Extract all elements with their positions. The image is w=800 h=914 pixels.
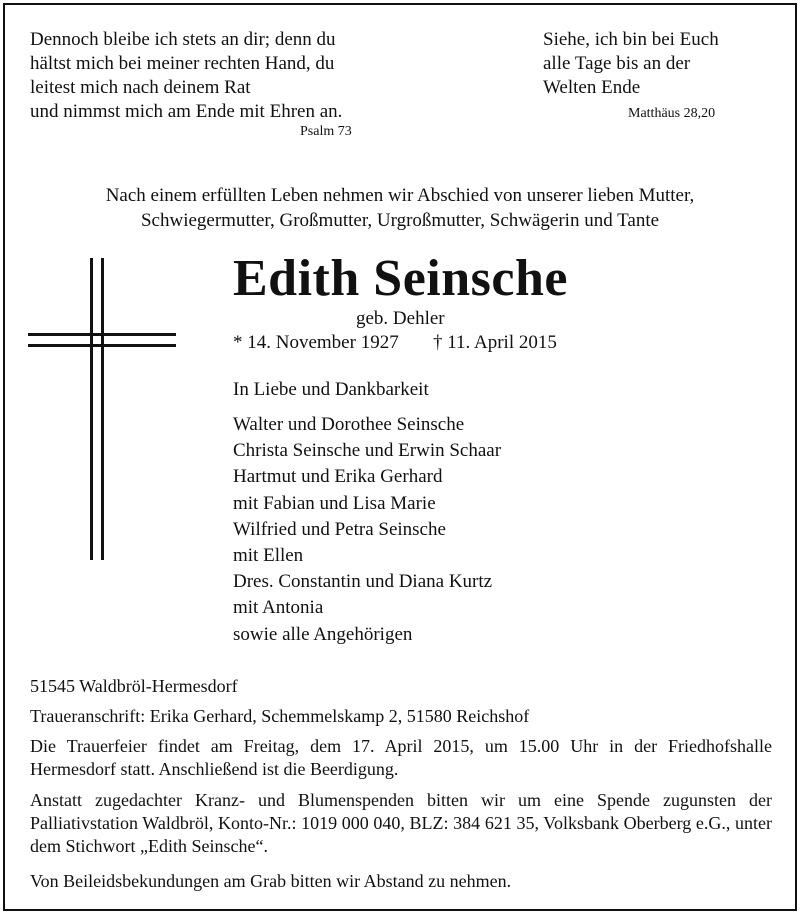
- mourner-line: mit Antonia: [233, 597, 324, 619]
- cross-icon: [28, 258, 176, 560]
- verse-right: [543, 28, 719, 100]
- death-date: † 11. April 2015: [433, 332, 557, 353]
- footer-address: Traueranschrift: Erika Gerhard, Schemmelskamp 2, 51580 Reichshof: [30, 706, 530, 726]
- mourner-line: sowie alle Angehörigen: [233, 623, 413, 645]
- mourner-line: Walter und Dorothee Seinsche: [233, 414, 465, 435]
- footer-ceremony: Die Trauerfeier findet am Freitag, dem 17. April 2015, um 15.00 Uhr in der Friedhofshalle Hermesdorf statt. Anschließend ist die Beerdigung.: [30, 736, 772, 779]
- birth-date: * 14. November 1927: [233, 332, 399, 353]
- verse-left-reference: Psalm 73: [300, 124, 352, 139]
- intro-line: Nach einem erfüllten Leben nehmen wir Abschied von unserer lieben Mutter,: [105, 185, 695, 206]
- mourners-heading: In Liebe und Dankbarkeit: [233, 379, 429, 400]
- verse-left-line: und nimmst mich am Ende mit Ehren an.: [30, 101, 343, 122]
- footer-donation: Anstatt zugedachter Kranz- und Blumenspenden bitten wir um eine Spende zugunsten der Palliativstation Waldbröl, Konto-Nr.: 1019 000 040, BLZ: 384 621 35, Volksbank Oberberg e.G., unter dem Stichwort „Edith Seinsche“.: [30, 790, 772, 856]
- mourner-line: Christa Seinsche und Erwin Schaar: [233, 440, 502, 462]
- mourners-list: [233, 412, 501, 648]
- verse-right-line: alle Tage bis an der: [543, 53, 691, 74]
- verse-left-line: leitest mich nach deinem Rat: [30, 77, 251, 98]
- maiden-name: geb. Dehler: [356, 308, 445, 329]
- intro-line: Schwiegermutter, Großmutter, Urgroßmutter, Schwägerin und Tante: [140, 210, 660, 231]
- deceased-name: Edith Seinsche: [233, 250, 568, 307]
- mourner-line: Wilfried und Petra Seinsche: [233, 518, 446, 540]
- mourner-line: mit Ellen: [233, 545, 304, 567]
- footer-place: 51545 Waldbröl-Hermesdorf: [30, 676, 238, 696]
- verse-right-line: Welten Ende: [543, 77, 641, 98]
- footer-condolence: Von Beileidsbekundungen am Grab bitten wir Abstand zu nehmen.: [30, 871, 512, 891]
- verse-right-reference: Matthäus 28,20: [628, 106, 716, 121]
- mourner-line: Dres. Constantin und Diana Kurtz: [233, 571, 493, 593]
- verse-left-line: Dennoch bleibe ich stets an dir; denn du: [30, 29, 336, 50]
- verse-left: [30, 28, 342, 124]
- intro-text: [0, 183, 800, 233]
- mourner-line: mit Fabian und Lisa Marie: [233, 492, 436, 514]
- mourner-line: Hartmut und Erika Gerhard: [233, 466, 443, 488]
- verse-right-line: Siehe, ich bin bei Euch: [543, 29, 719, 50]
- verse-left-line: hältst mich bei meiner rechten Hand, du: [30, 53, 335, 74]
